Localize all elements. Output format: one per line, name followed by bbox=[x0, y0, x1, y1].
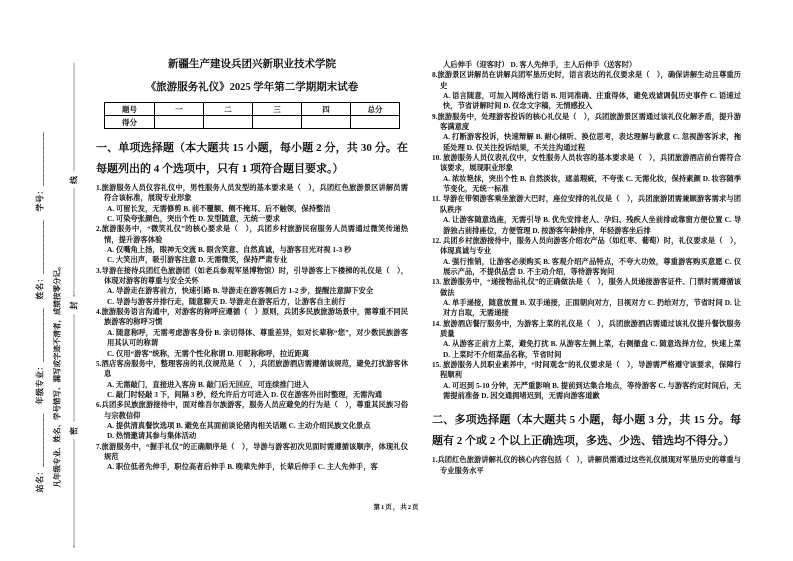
zero-score-notice: 凡年级专业、姓名、学号错写、漏写或字迹不清者，成绩按零分记。 bbox=[52, 262, 62, 488]
score-cell-empty bbox=[350, 116, 399, 129]
question-options-line: A. 可迟到 5-10 分钟，无严重影响 B. 提前到达集合地点，等待游客 C. 与游客约定时间后，无需提前准备 D. 因交通拥堵迟到，无需向游客道歉 bbox=[443, 380, 741, 400]
question bbox=[432, 153, 741, 194]
question bbox=[432, 194, 741, 235]
student-info-fields: 站名：____________ 年级专业：____________ 姓名：____________ 学号：____________ bbox=[35, 132, 45, 493]
question-stem: 7.旅游服务中，“握手礼仪”的正确顺序是（ ），导游与游客初次见面时需遵循该顺序，体现礼仪规范 bbox=[96, 441, 408, 461]
question-stem: 11. 导游在带领游客乘坐旅游大巴时，座位安排的礼仪是（ ），兵团旅游团需兼顾游客需求与团队秩序 bbox=[432, 194, 741, 214]
question-stem: 1.兵团红色旅游讲解礼仪的核心内容包括（ ），讲解员需通过这些礼仪展现对军垦历史的尊重与专业服务水平 bbox=[432, 455, 741, 475]
question-stem: 8.旅游景区讲解员在讲解兵团军垦历史时，语言表达的礼仪要求是（ ），确保讲解生动且尊重历史 bbox=[432, 70, 741, 90]
question-stem: 4.旅游服务语言沟通中，对游客的称呼应遵循（ ）原则，兵团多民族旅游场景中，需尊重不同民族游客的称呼习惯 bbox=[96, 307, 408, 327]
exam-title: 《旅游服务礼仪》2025 学年第二学期期末试卷 bbox=[145, 82, 359, 93]
score-table-header-cell: 二 bbox=[204, 103, 253, 116]
questions-multi bbox=[432, 455, 741, 476]
right-column bbox=[432, 58, 741, 476]
question bbox=[96, 183, 408, 224]
question-options-line: A. 打断游客投诉，快速辩解 B. 耐心倾听、换位思考，表达理解与歉意 C. 忽视游客诉求，拖延处理 D. 仅关注投诉结果，不关注沟通过程 bbox=[443, 132, 741, 152]
questions-right bbox=[432, 70, 741, 401]
question-options-line: A. 语言随意，可加入网络流行语 B. 用词准确、庄重得体，避免戏谑调侃历史事件 C. 语速过快，节省讲解时间 D. 仅念文字稿，无情感投入 bbox=[443, 91, 741, 111]
seal-dotted-segment bbox=[74, 315, 75, 423]
question-options-line: D. 热情邀请其参与集体活动 bbox=[107, 431, 197, 441]
score-table-header-cell: 题号 bbox=[105, 103, 155, 116]
question-stem: 13. 旅游服务中，“递接物品礼仪”的正确做法是（ ），服务人员递接游客证件、门票时需遵循该做法 bbox=[432, 277, 741, 297]
seal-line bbox=[69, 61, 80, 551]
question bbox=[432, 360, 741, 401]
question bbox=[96, 442, 408, 473]
question bbox=[432, 319, 741, 360]
seal-dotted-segment bbox=[74, 64, 75, 172]
question bbox=[96, 400, 408, 441]
question-options-line: A. 导游走在游客前方，快速引路 B. 导游走在游客侧后方 1-2 步，提醒注意脚下安全 bbox=[107, 286, 374, 296]
question-options-line: C. 可染夸张颜色，突出个性 D. 发型随意，无统一要求 bbox=[107, 214, 280, 224]
seal-character: 线 bbox=[69, 176, 79, 184]
question-7-continuation: 人后伸手（迎客时） D. 客人先伸手，主人后伸手（送客时） bbox=[443, 60, 637, 69]
question-options-line: C. 大笑出声，吸引游客注意 D. 无需微笑，保持严肃专业 bbox=[107, 255, 288, 265]
question-options-line: A. 让游客随意选座，无需引导 B. 优先安排老人、孕妇、残疾人坐前排或靠窗方便位置 C. 导游独占前排座位，方便管理 D. 按游客年龄排序，年轻游客坐后排 bbox=[443, 215, 741, 235]
question bbox=[432, 455, 741, 476]
question-options-line: A. 随意称呼，无需考虑游客身份 B. 亲切得体、尊重差异，如对长辈称“您”，对少数民族游客用其认可的称谓 bbox=[107, 327, 408, 348]
question-options-line: A. 强行推销，让游客必须购买 B. 客观介绍产品特点，不夸大功效，尊重游客购买意愿 C. 仅展示产品，不提供品尝 D. 不主动介绍，等待游客询问 bbox=[443, 256, 741, 276]
question bbox=[96, 224, 408, 265]
question bbox=[432, 236, 741, 277]
question-options-line: A. 单手递接，随意放置 B. 双手递接，正面朝向对方，目视对方 C. 扔给对方，节省时间 D. 让对方自取，无需递接 bbox=[443, 297, 741, 318]
question bbox=[432, 70, 741, 111]
score-cell-empty bbox=[301, 116, 350, 129]
question-stem: 9.旅游服务中，处理游客投诉的核心礼仪是（ ），兵团旅游景区需通过该礼仪化解矛盾，提升游客满意度 bbox=[432, 111, 741, 132]
question-stem: 15. 旅游服务人员职业素养中，“时间观念”的礼仪要求是（ ），导游需严格遵守该要求，保障行程顺利 bbox=[432, 359, 741, 380]
question-stem: 14. 旅游酒店餐厅服务中，为游客上菜的礼仪是（ ），兵团旅游酒店需通过该礼仪提升餐饮服务质量 bbox=[432, 318, 741, 338]
question-stem: 3.导游在接待兵团红色旅游团（如老兵参观军垦博物馆）时，引导游客上下楼梯的礼仪是（ ），体现对游客的尊重与安全关怀 bbox=[96, 265, 408, 286]
question-options-line: A. 提供清真餐饮选项 B. 避免在其面前谈论猪肉相关话题 C. 主动介绍民族文化景点 bbox=[107, 420, 371, 430]
seal-dotted-segment bbox=[74, 189, 75, 297]
question-stem: 10. 旅游服务人员仪表礼仪中，女性服务人员妆容的基本要求是（ ），兵团旅游酒店前台需符合该要求，展现职业形象 bbox=[432, 153, 741, 173]
seal-character: 封 bbox=[69, 301, 79, 310]
question-options-line: A. 职位低者先伸手，职位高者后伸手 B. 晚辈先伸手，长辈后伸手 C. 主人先伸手，客 bbox=[107, 462, 378, 472]
question-options-line: A. 无需敲门，直接进入客房 B. 敲门后无回应，可连续推门进入 bbox=[107, 379, 309, 389]
question bbox=[432, 277, 741, 318]
question-options-line: C. 导游与游客并排行走，随意聊天 D. 导游走在游客后方，让游客自主前行 bbox=[107, 296, 346, 306]
question-stem: 5.酒店客房服务中，整理客房的礼仪规范是（ ），兵团旅游酒店需遵循该规范，避免打扰游客休息 bbox=[96, 358, 408, 379]
questions-left bbox=[96, 183, 408, 473]
score-table-header-cell: 四 bbox=[301, 103, 350, 116]
score-cell-empty bbox=[252, 116, 301, 129]
section-one-heading: 一、单项选择题（本大题共 15 小题，每小题 2 分，共 30 分。在每题列出的 4 个选项中，只有 1 项符合题目要求。） bbox=[96, 142, 408, 175]
seal-character: 密 bbox=[69, 427, 79, 435]
question-stem: 12. 兵团乡村旅游接待中，服务人员向游客介绍农产品（如红枣、葡萄）时，礼仪要求是（ ），体现真诚与专业 bbox=[432, 235, 741, 256]
question-options-line: A. 可留长发，无需修剪 B. 前不覆额、侧不掩耳、后不触领，保持整洁 bbox=[107, 203, 331, 213]
question bbox=[96, 266, 408, 307]
score-table bbox=[104, 102, 400, 129]
score-table-header-cell: 三 bbox=[252, 103, 301, 116]
question-options-line: C. 敲门时轻敲 3 下，间隔 3 秒，经允许后方可进入 D. 仅在游客外出时整理，无需沟通 bbox=[107, 389, 383, 399]
question bbox=[96, 307, 408, 359]
score-table-header-cell: 总分 bbox=[350, 103, 399, 116]
question-options-line: A. 浓妆艳抹，突出个性 B. 自然淡妆，遮盖瑕疵，不夸张 C. 无需化妆，保持素颜 D. 妆容随季节变化，无统一标准 bbox=[443, 173, 741, 194]
score-cell-empty bbox=[155, 116, 204, 129]
question-options-line: A. 从游客正前方上菜，避免打扰 B. 从游客左侧上菜，右侧撤盘 C. 随意选择方位，快速上菜 D. 上菜时不介绍菜品名称，节省时间 bbox=[443, 339, 741, 359]
section-two-heading: 二、多项选择题（本大题共 5 小题，每小题 3 分，共 15 分。每题有 2 个或 2 个以上正确选项，多选、少选、错选均不得分。） bbox=[432, 414, 741, 448]
question-stem: 6.兵团多民族旅游接待中，面对维吾尔族游客，服务人员应避免的行为是（ ），尊重其民族习俗与宗教信仰 bbox=[96, 400, 408, 420]
question-options-line: C. 仅用“游客”统称，无需个性化称谓 D. 用昵称称呼，拉近距离 bbox=[107, 348, 310, 358]
score-cell-empty bbox=[204, 116, 253, 129]
school-name: 新疆生产建设兵团兴新职业技术学院 bbox=[168, 59, 336, 70]
question-stem: 1.旅游服务人员仪容礼仪中，男性服务人员发型的基本要求是（ ），兵团红色旅游景区讲解员需符合该标准，展现专业形象 bbox=[96, 183, 408, 203]
left-column bbox=[96, 58, 408, 473]
score-table-header-cell: 一 bbox=[155, 103, 204, 116]
seal-dotted-segment bbox=[74, 440, 75, 548]
page-number: 第1页，共2页 bbox=[373, 504, 420, 511]
question bbox=[96, 359, 408, 400]
score-row-label: 得分 bbox=[105, 116, 155, 129]
question bbox=[432, 112, 741, 153]
question-stem: 2.旅游服务中，“微笑礼仪”的核心要求是（ ），兵团乡村旅游民宿服务人员需通过微笑传递热情，提升游客体验 bbox=[96, 224, 408, 244]
question-options-line: A. 仅嘴角上扬，眼神无交流 B. 眼含笑意、自然真诚，与游客目光对视 1-3 秒 bbox=[107, 245, 352, 255]
